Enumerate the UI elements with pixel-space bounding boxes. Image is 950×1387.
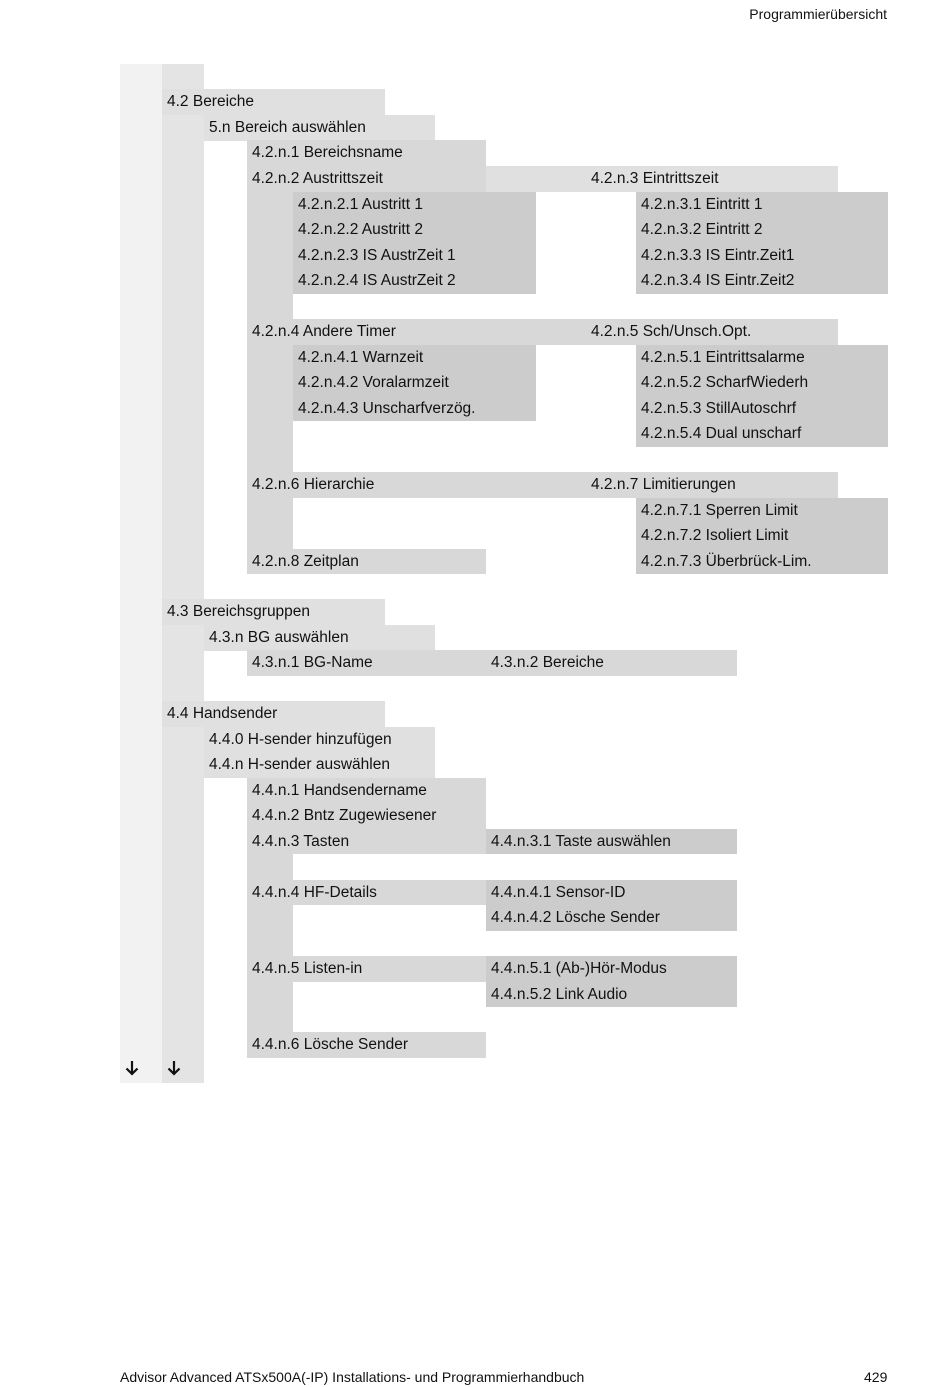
menu-item-hf-details[interactable]: 4.4.n.4 HF-Details	[247, 880, 486, 906]
menu-item-is-austrzeit-2[interactable]: 4.2.n.2.4 IS AustrZeit 2	[293, 268, 536, 294]
menu-item-sch-unsch-opt[interactable]: 4.2.n.5 Sch/Unsch.Opt.	[591, 323, 752, 340]
menu-item-tasten[interactable]: 4.4.n.3 Tasten	[247, 829, 486, 855]
menu-item-ueberbrueck-lim[interactable]: 4.2.n.7.3 Überbrück-Lim.	[636, 549, 888, 575]
menu-item-eintrittszeit[interactable]: 4.2.n.3 Eintrittszeit	[586, 166, 838, 192]
menu-item-eintritt-1[interactable]: 4.2.n.3.1 Eintritt 1	[636, 192, 888, 218]
menu-item-bntz-zugewiesener[interactable]: 4.4.n.2 Bntz Zugewiesener	[247, 803, 486, 829]
menu-item-hsender-hinzufuegen[interactable]: 4.4.0 H-sender hinzufügen	[204, 727, 435, 753]
menu-item-loesche-sender[interactable]: 4.4.n.6 Lösche Sender	[247, 1032, 486, 1058]
arrow-down-icon	[167, 1060, 181, 1076]
menu-item-austrittszeit[interactable]: 4.2.n.2 Austrittszeit	[247, 166, 486, 192]
menu-item-bg-bereiche[interactable]: 4.3.n.2 Bereiche	[491, 654, 604, 671]
menu-item-hsender-auswaehlen[interactable]: 4.4.n H-sender auswählen	[204, 752, 435, 778]
menu-item-bereiche[interactable]: 4.2 Bereiche	[162, 89, 385, 115]
menu-item-bereich-auswaehlen[interactable]: 5.n Bereich auswählen	[204, 115, 435, 141]
menu-item-limitierungen[interactable]: 4.2.n.7 Limitierungen	[591, 476, 736, 493]
tree-level-3-bar-bereiche	[247, 140, 293, 573]
menu-item-sperren-limit[interactable]: 4.2.n.7.1 Sperren Limit	[636, 498, 888, 524]
menu-item-bg-auswaehlen[interactable]: 4.3.n BG auswählen	[204, 625, 435, 651]
menu-item-austritt-2[interactable]: 4.2.n.2.2 Austritt 2	[293, 217, 536, 243]
menu-item-loesche-sender-hf[interactable]: 4.4.n.4.2 Lösche Sender	[486, 905, 737, 931]
footer-doc-title: Advisor Advanced ATSx500A(-IP) Installations- und Programmierhandbuch	[120, 1369, 585, 1385]
menu-item-austritt-1[interactable]: 4.2.n.2.1 Austritt 1	[293, 192, 536, 218]
menu-item-handsender[interactable]: 4.4 Handsender	[162, 701, 385, 727]
tree-level-2-bar	[162, 64, 204, 1083]
row-connector	[486, 166, 586, 192]
menu-item-voralarmzeit[interactable]: 4.2.n.4.2 Voralarmzeit	[293, 370, 536, 396]
menu-item-taste-auswaehlen[interactable]: 4.4.n.3.1 Taste auswählen	[486, 829, 737, 855]
menu-item-isoliert-limit[interactable]: 4.2.n.7.2 Isoliert Limit	[636, 523, 888, 549]
menu-item-bereichsname[interactable]: 4.2.n.1 Bereichsname	[247, 140, 486, 166]
menu-item-zeitplan[interactable]: 4.2.n.8 Zeitplan	[247, 549, 486, 575]
header-title: Programmierübersicht	[749, 6, 887, 22]
menu-item-warnzeit[interactable]: 4.2.n.4.1 Warnzeit	[293, 345, 536, 371]
menu-item-listen-in[interactable]: 4.4.n.5 Listen-in	[247, 956, 486, 982]
menu-item-is-eintrzeit-2[interactable]: 4.2.n.3.4 IS Eintr.Zeit2	[636, 268, 888, 294]
menu-item-dual-unscharf[interactable]: 4.2.n.5.4 Dual unscharf	[636, 421, 888, 447]
footer-page-number: 429	[864, 1369, 888, 1385]
menu-item-scharfwiederh[interactable]: 4.2.n.5.2 ScharfWiederh	[636, 370, 888, 396]
arrow-down-icon	[125, 1060, 139, 1076]
tree-level-1-bar	[120, 64, 162, 1083]
menu-item-link-audio[interactable]: 4.4.n.5.2 Link Audio	[486, 982, 737, 1008]
menu-item-unscharfverzoeg[interactable]: 4.2.n.4.3 Unscharfverzög.	[293, 396, 536, 422]
menu-item-hierarchie[interactable]: 4.2.n.6 Hierarchie	[252, 476, 375, 493]
menu-item-eintrittsalarme[interactable]: 4.2.n.5.1 Eintrittsalarme	[636, 345, 888, 371]
menu-item-bg-name[interactable]: 4.3.n.1 BG-Name	[252, 654, 373, 671]
menu-item-sensor-id[interactable]: 4.4.n.4.1 Sensor-ID	[486, 880, 737, 906]
menu-item-hoer-modus[interactable]: 4.4.n.5.1 (Ab-)Hör-Modus	[486, 956, 737, 982]
menu-item-andere-timer[interactable]: 4.2.n.4 Andere Timer	[252, 323, 396, 340]
menu-item-eintritt-2[interactable]: 4.2.n.3.2 Eintritt 2	[636, 217, 888, 243]
menu-item-is-eintrzeit-1[interactable]: 4.2.n.3.3 IS Eintr.Zeit1	[636, 243, 888, 269]
menu-item-stillautoschrf[interactable]: 4.2.n.5.3 StillAutoschrf	[636, 396, 888, 422]
menu-item-handsendername[interactable]: 4.4.n.1 Handsendername	[247, 778, 486, 804]
menu-item-is-austrzeit-1[interactable]: 4.2.n.2.3 IS AustrZeit 1	[293, 243, 536, 269]
menu-item-bereichsgruppen[interactable]: 4.3 Bereichsgruppen	[162, 599, 385, 625]
